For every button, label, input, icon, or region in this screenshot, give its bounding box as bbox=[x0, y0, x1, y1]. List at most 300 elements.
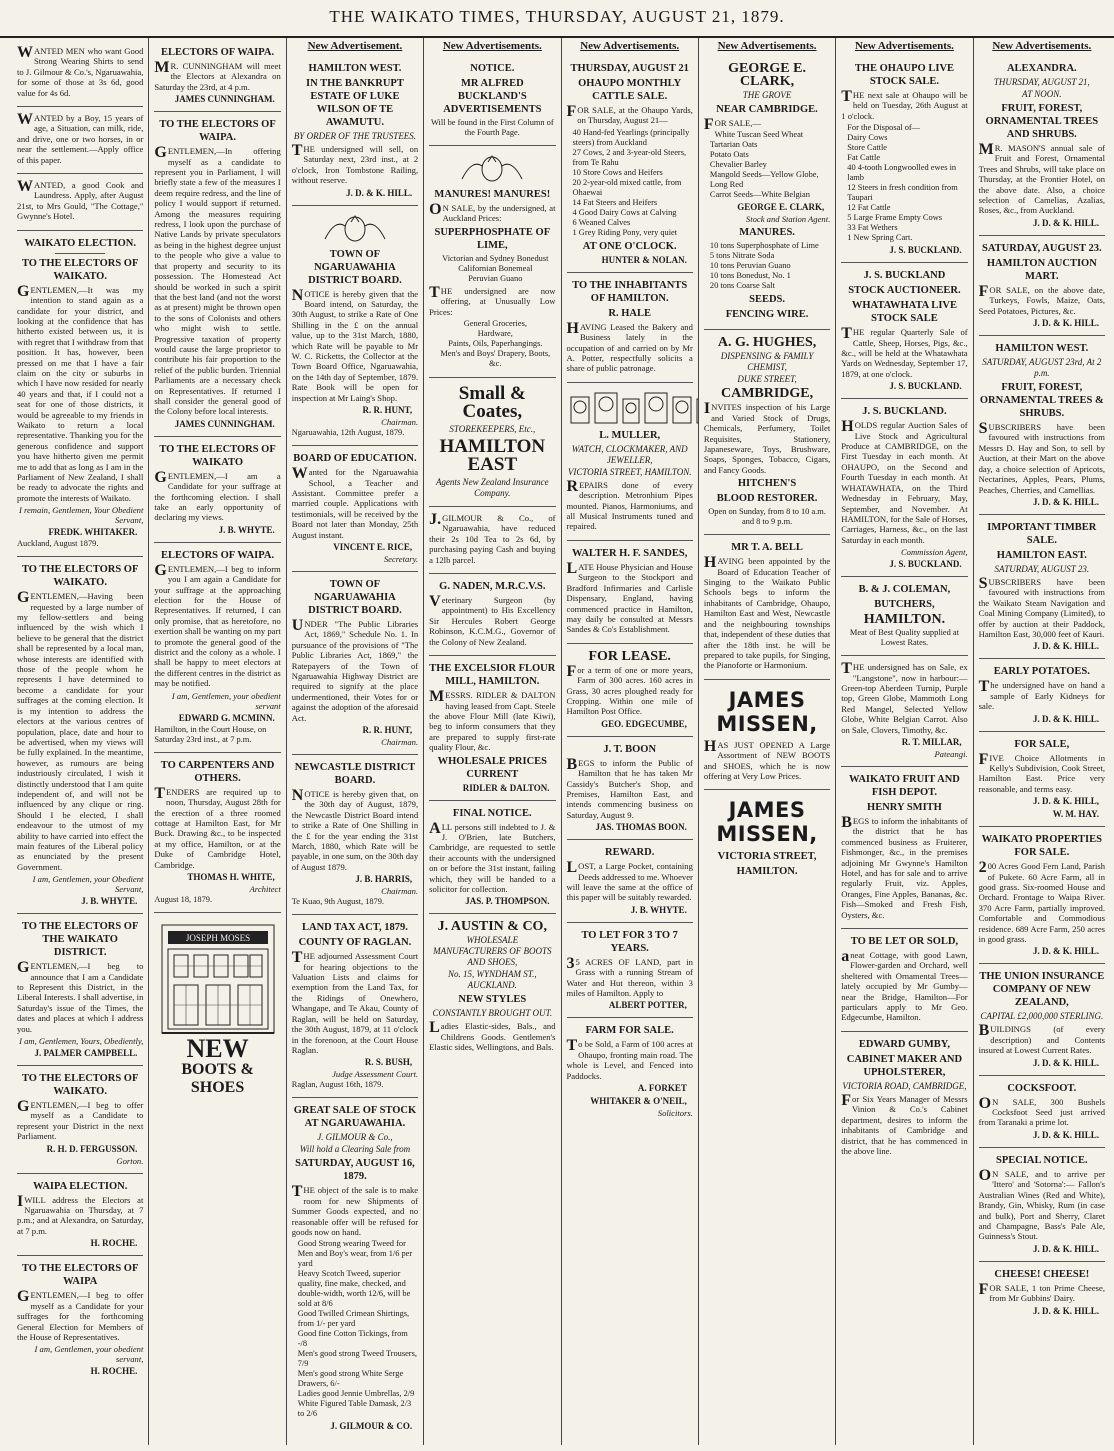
ad-heading: THE OHAUPO LIVE STOCK SALE. bbox=[854, 63, 955, 87]
ad-text: ON SALE, by the undersigned, at Auckland Prices: bbox=[429, 201, 556, 224]
ad-signature: ALBERT POTTER, bbox=[608, 1000, 687, 1011]
ad-heading: COCKSFOOT. bbox=[1007, 1082, 1077, 1094]
ad-hale-bakery bbox=[567, 273, 693, 383]
royal-arms-emblem bbox=[442, 154, 542, 184]
ad-wanted-boy bbox=[17, 107, 143, 174]
ad-text: MR. MASON'S annual sale of Fruit and Forest, Ornamental Trees and Shrubs, will take place on Thursday, at the Frontier Hotel, on the above date. Also, a choice selection of Camelias, Azalias, Roses, &c., from Auckland. bbox=[978, 141, 1105, 216]
ad-text: THE undersigned are now offering, at Unusually Low Prices: bbox=[429, 283, 556, 317]
ad-text: GENTLEMEN,—It was my intention to stand again as a candidate for your district, and looking at the confidence that has hitherto existed between us, it is with regret that I withdraw from that position. It has, however, been pressed on me that I have a fair claim on the city or suburbs in which I have now resided for nearly 40 years and that, if I could not a seat for one of those districts, it would be agreeable to my friends in Waikato to return a local representative. Thanking you for the generous confidence and support you have hitherto given me permit me to add that as long as I am in the Parliament of New Zealand, I shall be ready to advocate the rights and promote the interests of Waikato. bbox=[17, 282, 144, 503]
ad-closing: I am, Gentlemen, your obedient servant, bbox=[34, 1344, 144, 1365]
ad-heading: THURSDAY, AUGUST 21 bbox=[570, 63, 689, 74]
ad-heading: HAMILTON. bbox=[736, 866, 798, 878]
ad-boots-shoes bbox=[154, 913, 280, 1106]
ad-heading: TO BE LET OR SOLD, bbox=[850, 936, 959, 948]
column-heading: New Advertisements. bbox=[580, 40, 680, 52]
ad-signature: J. S. BUCKLAND. bbox=[889, 245, 962, 256]
ad-heading: OHAUPO MONTHLY CATTLE SALE. bbox=[578, 78, 682, 102]
ad-banner: JAMES MISSEN, bbox=[716, 687, 818, 736]
ad-signature: H. ROCHE. bbox=[90, 1366, 138, 1377]
ad-signature: J. D. & K. HILL. bbox=[1032, 713, 1099, 724]
ad-signature: RIDLER & DALTON. bbox=[462, 782, 550, 793]
ad-note: Hamilton, in the Court House, on Saturday 23rd inst., at 7 p.m. bbox=[154, 724, 267, 744]
ad-text: THE adjourned Assessment Court for hearing objections to the Valuation Lists and claims for exemption from the Land Tax, for the Ridings of Onewhero, Whangape, and Te Akau, County of Raglan, will be held on Saturday, the 30th August, 1879, at 11 o'clock in the forenoon, at the Court House Raglan. bbox=[291, 949, 419, 1055]
list-item: Paints, Oils, Paperhangings. bbox=[448, 339, 543, 349]
ad-heading: SATURDAY, AUGUST 23. bbox=[982, 242, 1102, 254]
ad-boon-butcher bbox=[567, 737, 693, 840]
ad-closing: I am, Gentlemen, your obedient servant bbox=[171, 690, 281, 711]
royal-arms-emblem bbox=[305, 214, 405, 244]
stock-list bbox=[847, 123, 967, 243]
list-item: Californian Bonemeal bbox=[458, 263, 533, 273]
ad-heading: CAMBRIDGE, bbox=[720, 386, 814, 402]
list-item: Chevalier Barley bbox=[709, 160, 767, 170]
ad-role: Stock and Station Agent. bbox=[745, 214, 831, 225]
ad-text: MR. CUNNINGHAM will meet the Electors at Alexandra on Saturday the 23rd, at 4 p.m. bbox=[154, 59, 281, 92]
ad-manures bbox=[429, 146, 555, 378]
column-6 bbox=[699, 38, 836, 1445]
ad-subheading: SATURDAY, AUGUST 23. bbox=[994, 563, 1090, 574]
ad-signature: J. D. & K. HILL. bbox=[1032, 318, 1099, 329]
list-item: For the Disposal of— bbox=[847, 123, 921, 133]
ad-heading: TO CARPENTERS AND OTHERS. bbox=[160, 759, 275, 784]
ad-signature: J. D. & K. HILL. bbox=[1032, 641, 1099, 652]
ad-signature: J. S. BUCKLAND. bbox=[889, 559, 962, 570]
ad-reward bbox=[567, 840, 693, 923]
ad-heading: TO THE ELECTORS OF WAIPA. bbox=[159, 119, 276, 144]
ad-text: THE object of the sale is to make room for new Shipments of Summer Goods expected, and no reasonable offer will be refused for goods now on hand. bbox=[291, 1183, 419, 1237]
ad-flour-mill bbox=[429, 656, 555, 800]
ad-heading: WAIPA ELECTION. bbox=[33, 1180, 128, 1192]
ad-heading: TOWN OF NGARUAWAHIA DISTRICT BOARD. bbox=[308, 578, 402, 616]
column-3 bbox=[287, 38, 424, 1445]
ad-mcminn bbox=[154, 543, 280, 753]
seeds-list bbox=[710, 130, 830, 200]
ad-closing: I am, Gentlemen, Yours, Obediently, bbox=[19, 1036, 144, 1047]
ad-text: 200 Acres Good Fern Land, Parish of Pukete. 60 Acre Farm, all in good grass. Six-roomed House and Orchard. Frontage to Waipa River. 370 Acre Farm, partially improved. Comfortable and Commodious residence. 689 Acre Farm, 250 acres in good grass. bbox=[978, 859, 1105, 945]
ad-subheading: Will hold a Clearing Sale from bbox=[299, 1144, 411, 1155]
ad-small-coates bbox=[429, 378, 555, 507]
ad-heading: LAND TAX ACT, 1879. bbox=[301, 922, 408, 934]
ad-text: HAVING Leased the Bakery and Business lately in the occupation of and carried on by Mr A. Potter, respectfully solicits a share of public patronage. bbox=[566, 319, 693, 374]
ad-subheading: VICTORIA ROAD, CAMBRIDGE, bbox=[842, 1080, 967, 1091]
ad-signature: J. GILMOUR & CO. bbox=[330, 1421, 413, 1432]
ad-roche-waipa bbox=[17, 1174, 143, 1257]
list-item: 33 Fat Wethers bbox=[847, 223, 898, 233]
ad-subheading: STOREKEEPERS, Etc., bbox=[449, 424, 536, 435]
ad-signature: J. D. & K. HILL. bbox=[1032, 946, 1099, 957]
ad-text: J.GILMOUR & Co., of Ngaruawahia, have reduced their 2s 10d Tea to 2s 6d, by purchasing paying Cash and buying a 12lb parcel. bbox=[429, 511, 556, 565]
ad-heading: TO THE ELECTORS OF WAIKATO. bbox=[21, 257, 139, 282]
ad-text: 35 ACRES OF LAND, part in Grass with a running Stream of Water and Hut thereon, within 3 miles of Hamilton. Apply to bbox=[566, 954, 693, 999]
ad-signature: R. R. HUNT, bbox=[362, 725, 413, 735]
ad-text: WANTED MEN who want Good Strong Wearing Shirts to send to J. Gilmour & Co.'s, Ngaruawahia, for some of those at 3s 6d, good value for 4s 6d. bbox=[17, 44, 144, 98]
goods-list bbox=[435, 319, 555, 369]
list-item: 4 Good Dairy Cows at Calving bbox=[572, 207, 677, 217]
ad-banner: JAMES MISSEN, bbox=[716, 798, 818, 847]
ad-date: Auckland, August 1879. bbox=[17, 539, 99, 549]
list-item: 12 Steers in fresh condition from Taupari bbox=[847, 183, 958, 203]
ad-land-tax bbox=[292, 915, 418, 1098]
ad-text: THE undersigned has on Sale, ex "Langstone", now in harbour:— Green-top Aberdeen Turnip, Purple top, Green Globe, Mammoth Long Red Mangel, Selected Yellow Globe, White Belgian Carrot. Also on Sale, Clovers, Timothy, &c. bbox=[841, 660, 968, 735]
ad-heading: CHEESE! CHEESE! bbox=[994, 1268, 1090, 1280]
ad-note: Agents New Zealand Insurance Company. bbox=[435, 477, 549, 499]
ad-subheading: WATCH, CLOCKMAKER, AND JEWELLER, bbox=[571, 443, 688, 465]
ad-subheading: AT NOON. bbox=[1022, 89, 1062, 99]
ad-signature: GEORGE E. CLARK, bbox=[737, 202, 825, 213]
ad-text: ON SALE, 300 Bushels Cocksfoot Seed just arrived from Taranaki a prime lot. bbox=[978, 1094, 1105, 1128]
ad-heading: NEAR CAMBRIDGE. bbox=[716, 104, 818, 115]
ad-role: Pateangi. bbox=[934, 748, 968, 759]
ad-text: SUBSCRIBERS have been favoured with instructions from Messrs D. Hay and Son, to sell by Auction, at their Mart on the above day, a choice selection of Apricots, Nectarines, Apples, Pears, Plums, Peaches, Cherries, and Camellias. bbox=[978, 420, 1105, 495]
ad-wanted-shirts bbox=[17, 40, 143, 107]
list-item: Good Strong wearing Tweed for Men and Boy's wear, from 1/6 per yard bbox=[297, 1239, 413, 1269]
ad-heading: GEORGE E. CLARK, bbox=[728, 61, 806, 89]
list-item: Good Twilled Crimean Shirtings, from 1/- per yard bbox=[297, 1309, 410, 1329]
list-item: Peruvian Guano bbox=[468, 273, 523, 283]
column-heading: New Advertisements. bbox=[717, 40, 817, 52]
ad-closing: I am, Gentlemen, your Obedient Servant, bbox=[32, 874, 144, 895]
ad-text: Meat of Best Quality supplied at Lowest Rates. bbox=[849, 628, 959, 648]
ad-text: GENTLEMEN,—I beg to announce that I am a Candidate to Represent this District, in the Liberal Interests. I shall advertise, in Saturday's issue of the Times, the dates and places at which I address you. bbox=[17, 959, 144, 1034]
ad-heading: TOWN OF NGARUAWAHIA DISTRICT BOARD. bbox=[308, 248, 402, 286]
list-item: Tartarian Oats bbox=[709, 140, 758, 150]
ad-cunningham-address bbox=[154, 112, 280, 437]
ad-signature: J. D. & K. HILL, bbox=[1032, 796, 1099, 807]
ad-signature: J. PALMER CAMPBELL. bbox=[34, 1048, 138, 1059]
ad-role: Commission Agent, bbox=[900, 547, 968, 558]
ad-sandes bbox=[567, 541, 693, 644]
ad-closing: I remain, Gentlemen, Your Obedient Servant, bbox=[18, 505, 144, 526]
ad-signature: J. D. & K. HILL. bbox=[1032, 1305, 1099, 1316]
ad-text: TENDERS are required up to noon, Thursday, August 28th for the erection of a three roomed cottage at Hamilton East, for Mr Buck. Drawing &c., to be inspected at my office, Hamilton, or at the Duke of Cambridge Hotel, Cambridge. bbox=[154, 784, 281, 870]
ad-text: REPAIRS done of every description. Metronhium Pipes mounted. Pianos, Harmoniums, and all Musical Instruments tuned and repaired. bbox=[566, 477, 693, 532]
list-item: Victorian and Sydney Bonedust bbox=[442, 253, 549, 263]
ad-text: ALL persons still indebted to J. & J. O'Brien, late Butchers, Cambridge, are requested to settle their accounts with the undersigned on or before the 31st instant, failing which, they will be handed to a solicitor for collection. bbox=[429, 819, 556, 894]
ad-roche-electors bbox=[17, 1256, 143, 1383]
ad-text: The undersigned have on hand a sample of Early Kidneys for sale. bbox=[978, 678, 1105, 712]
goods-list bbox=[298, 1239, 418, 1419]
list-item: Potato Oats bbox=[709, 150, 749, 160]
ad-signature: FREDK. WHITAKER. bbox=[48, 527, 138, 538]
ad-signature: R. T. MILLAR, bbox=[901, 736, 962, 747]
ad-buckland-sales bbox=[841, 399, 967, 577]
ad-signature: R. S. BUSH, bbox=[364, 1057, 413, 1068]
ad-heading: THE UNION INSURANCE COMPANY OF NEW ZEALAND, bbox=[979, 971, 1105, 1009]
ad-heading: TO THE ELECTORS OF WAIPA bbox=[21, 1263, 139, 1288]
ad-missen-boots bbox=[704, 680, 830, 791]
ad-heading: NOTICE. bbox=[470, 63, 515, 74]
ad-heading: COUNTY OF RAGLAN. bbox=[298, 937, 412, 949]
list-item: 5 Large Frame Empty Cows bbox=[847, 213, 942, 223]
ad-signature: HUNTER & NOLAN. bbox=[601, 254, 687, 265]
ad-bell-singing bbox=[704, 535, 830, 679]
ad-banner: Small & Coates, bbox=[458, 383, 526, 423]
ad-timber-sale bbox=[979, 515, 1105, 659]
column-heading: New Advertisement. bbox=[307, 40, 403, 52]
ad-heading: ELECTORS OF WAIPA. bbox=[161, 47, 275, 58]
ad-subheading: CONSTANTLY BROUGHT OUT. bbox=[432, 1008, 553, 1019]
ad-heading: TO THE ELECTORS OF THE WAIKATO DISTRICT. bbox=[21, 921, 139, 959]
ad-heading: FENCING WIRE. bbox=[725, 309, 809, 321]
manures-list bbox=[710, 241, 830, 291]
column-7 bbox=[836, 38, 973, 1445]
ad-hamilton-west-trees bbox=[979, 336, 1105, 515]
ad-text: To be Sold, a Farm of 100 acres at Ohaupo, fronting main road. The whole is Level, and Fenced into Paddocks. bbox=[566, 1037, 693, 1081]
ad-text: For a term of one or more years, Farm of 300 acres. 160 acres in Grass, 30 acres ploughed ready for Cropping. Within one mile of Hamilton Post Office. bbox=[566, 662, 693, 717]
ad-heading: IMPORTANT TIMBER SALE. bbox=[987, 521, 1097, 546]
ad-heading: A. G. HUGHES, bbox=[717, 335, 817, 351]
ad-signature: J. D. & K. HILL. bbox=[1032, 1243, 1099, 1254]
ad-subheading: THE GROVE bbox=[742, 90, 792, 100]
shop-building-engraving bbox=[158, 921, 278, 1036]
list-item: General Groceries, bbox=[463, 319, 527, 329]
ad-note: Open on Sunday, from 8 to 10 a.m. and 8 to 9 p.m. bbox=[708, 507, 826, 527]
ad-text: ON SALE, and to arrive per 'Ittero' and 'Sotorna':— Fallon's Australian Wines (Red and White), Brandy, Gin, Whisky, Rum (in case and bulk), Port and Sherry, Claret and Champagne, Bass's Pale Ale, Guinness's Stout. bbox=[978, 1166, 1105, 1242]
ad-text: GENTLEMEN,—I am a Candidate for your suffrage at the forthcoming election. I shall take an early opportunity of declaring my views. bbox=[154, 468, 281, 523]
ad-text: FOR SALE, at the Ohaupo Yards, on Thursday, August 21— bbox=[566, 103, 693, 126]
ad-waikato-properties bbox=[979, 827, 1105, 964]
ad-text: SUBSCRIBERS have been favoured with instructions from the Waikato Steam Navigation and Coal Mining Company (Limited), to offer by auction at their Paddock, Hamilton East, 30,000 feet of Kauri. bbox=[978, 574, 1105, 639]
ad-text: LOST, a Large Pocket, containing Deeds addressed to me. Whoever will leave the same at the office of this paper will be suitably rewarded. bbox=[566, 859, 693, 903]
ad-subheading: BY ORDER OF THE TRUSTEES. bbox=[293, 131, 417, 141]
ad-heading: HITCHEN'S bbox=[737, 478, 797, 490]
ad-text: GENTLEMEN,—I beg to offer myself as a Candidate for your suffrages for the forthcoming General Election for Members of the House of Representatives. bbox=[17, 1288, 144, 1342]
ad-heading: ELECTORS OF WAIPA. bbox=[161, 549, 275, 561]
ad-fergusson bbox=[17, 1066, 143, 1174]
ad-to-let bbox=[567, 923, 693, 1019]
ad-signature: JAMES CUNNINGHAM. bbox=[174, 94, 275, 105]
ad-signature: WHITAKER & O'NEIL, bbox=[590, 1096, 687, 1107]
ad-heading: CABINET MAKER AND UPHOLSTERER, bbox=[846, 1053, 963, 1078]
ad-date: Ngaruawahia, 12th August, 1879. bbox=[291, 428, 405, 438]
ad-subheading: DUKE STREET, bbox=[737, 374, 797, 385]
ad-heading: L. MULLER, bbox=[599, 429, 661, 441]
ad-text: MESSRS. RIDLER & DALTON having leased from Capt. Steele the above Flour Mill (late Kiwi), beg to inform consumers that they are prepared to supply first-rate quality Flour, &c. bbox=[429, 688, 556, 753]
ad-heading: FRUIT, FOREST, ORNAMENTAL TREES & SHRUBS. bbox=[979, 382, 1104, 420]
ad-heading: NEWCASTLE DISTRICT BOARD. bbox=[294, 762, 416, 786]
ad-clark bbox=[704, 56, 830, 330]
ad-naden bbox=[429, 574, 555, 656]
ad-heading: MANURES. bbox=[739, 227, 795, 239]
list-item: 10 Store Cows and Heifers bbox=[572, 167, 663, 177]
ad-signature: VINCENT E. RICE, bbox=[333, 541, 413, 552]
ad-signature: J. D. & K. HILL. bbox=[1032, 217, 1099, 228]
ad-signature: EDWARD G. MCMINN. bbox=[178, 712, 275, 723]
ad-signature: R. R. HUNT, bbox=[362, 405, 413, 416]
list-item: 20 tons Coarse Salt bbox=[709, 281, 775, 291]
ad-board-education bbox=[292, 446, 418, 572]
ad-signature: JAS. THOMAS BOON. bbox=[595, 822, 687, 833]
ad-subheading: CAPITAL £2,000,000 STERLING. bbox=[980, 1011, 1104, 1022]
ad-signature: J. D. & K. HILL. bbox=[1032, 1129, 1099, 1140]
list-item: 20 2-year-old mixed cattle, from Ohaewai bbox=[572, 177, 682, 197]
ad-signature: J. S. BUCKLAND. bbox=[889, 381, 962, 392]
ad-role: Chairman. bbox=[381, 886, 419, 897]
ad-text: IWILL address the Electors at Ngaruawahia on Thursday, at 7 p.m.; and at Alexandra, on Saturday, at 7 p.m. bbox=[17, 1192, 144, 1236]
ad-signature: J. B. HARRIS, bbox=[355, 874, 413, 885]
ad-heading: WAIKATO FRUIT AND FISH DEPOT. bbox=[849, 773, 960, 798]
ad-text: HAS JUST OPENED A Large Assortment of NEW BOOTS and SHOES, which he is now offering at Very Low Prices. bbox=[703, 737, 831, 781]
column-5 bbox=[562, 38, 699, 1445]
ad-heading: WAIKATO ELECTION. bbox=[24, 237, 136, 249]
list-item: 1 Grey Riding Pony, very quiet bbox=[572, 227, 678, 237]
ad-heading: TO THE ELECTORS OF WAIKATO. bbox=[21, 1073, 139, 1098]
ad-signature: H. ROCHE. bbox=[90, 1238, 138, 1249]
ad-heading: STOCK AUCTIONEER. bbox=[848, 285, 961, 297]
clocks-engraving bbox=[567, 391, 699, 425]
list-item: 40 4-tooth Longwoolled ewes in lamb bbox=[847, 163, 957, 183]
ad-heading: MR ALFRED BUCKLAND'S ADVERTISEMENTS bbox=[443, 78, 542, 115]
ad-text: UNDER "The Public Libraries Act, 1869," Schedule No. 1. In pursuance of the provisions of "The Public Libraries Act, 1869," the Ratepayers of the Town of Ngaruawahia Highway District are required to signify at the place undermentioned, their Votes for or against the adoption of the aforesaid Act. bbox=[291, 616, 419, 723]
ad-fruit-fish-depot bbox=[841, 767, 967, 929]
ad-role: Architect bbox=[249, 883, 281, 894]
list-item: Carrot Seeds—White Belgian bbox=[709, 190, 810, 200]
ad-gilmour-tea bbox=[429, 507, 555, 574]
list-item: Mangold Seeds—Yellow Globe, Long Red bbox=[709, 170, 819, 190]
list-item: 40 Hand-fed Yearlings (principally steers) from Auckland bbox=[572, 127, 690, 147]
ad-text: GENTLEMEN,—In offering myself as a candidate to represent you in Parliament, I will briefly state a few of the measures I deem require redress, and the line of policy I would support if returned. Among the measures requiring redress, I look upon the purchase of Native Lands by private speculators as being in the highest degree unjust to the people who give a value to that property and security to its possession. The Homestead Act should be worked in such a spirit that the best land (and not the worst as at present) might be thrown open to the sons of Colonists and others who might wish to settle. Progressive taxation of property would cause the large proprietor to contribute his fair proportion to the relief of the public burden. Triennial Parliaments are a necessary check on Representatives. If returned I shall consider the general good of the Colony before local interests. bbox=[154, 144, 281, 417]
ad-heading: TO THE INHABITANTS OF HAMILTON. bbox=[572, 279, 688, 304]
ad-text: WANTED by a Boy, 15 years of age, a Situation, can milk, ride, and drive, one or two horses, in or near the settlement.—Apply office of this paper. bbox=[17, 111, 144, 165]
ad-ohaupo-livestock bbox=[841, 56, 967, 263]
ad-banner: NEW bbox=[186, 1033, 249, 1063]
ad-heading: FOR LEASE. bbox=[588, 648, 671, 664]
ad-text: FIVE Choice Allotments in Kelly's Subdivision, Cook Street, Hamilton East. Price very reasonable, and terms easy. bbox=[978, 750, 1105, 794]
ad-cunningham-meeting bbox=[154, 40, 280, 112]
ad-subheading: DISPENSING & FAMILY CHEMIST, bbox=[720, 351, 814, 373]
ad-heading: NEW STYLES bbox=[458, 994, 527, 1006]
ad-heading: B. & J. COLEMAN, bbox=[858, 584, 951, 596]
ad-text: Veterinary Surgeon (by appointment) to His Excellency Sir Hercules Robert George Robinson, K.C.M.G., Governor of the Colony of New Zealand. bbox=[429, 593, 556, 647]
ad-farm-for-sale bbox=[567, 1018, 693, 1125]
ad-allotments bbox=[979, 732, 1105, 828]
ad-banner: HAMILTON EAST bbox=[439, 436, 546, 476]
ad-heading: SEEDS. bbox=[749, 294, 786, 306]
ad-heading: WALTER H. F. SANDES, bbox=[572, 547, 688, 559]
ad-signature: JAMES CUNNINGHAM. bbox=[174, 418, 275, 429]
ad-subheading: THURSDAY, AUGUST 21, bbox=[993, 77, 1090, 87]
ad-for-lease bbox=[567, 644, 693, 737]
ad-heading: SPECIAL NOTICE. bbox=[996, 1154, 1088, 1166]
ad-early-potatoes bbox=[979, 659, 1105, 731]
column-heading: New Advertisements. bbox=[854, 40, 954, 52]
column-heading: New Advertisements. bbox=[992, 40, 1092, 52]
ad-place: Gorton. bbox=[116, 1155, 144, 1166]
ad-whitaker bbox=[17, 231, 143, 558]
list-item: Store Cattle bbox=[847, 143, 888, 153]
ad-heading: G. NADEN, M.R.C.V.S. bbox=[439, 581, 546, 593]
ad-union-insurance bbox=[979, 964, 1105, 1075]
divider bbox=[55, 253, 106, 254]
ad-heading: WAIKATO PROPERTIES FOR SALE. bbox=[981, 834, 1102, 859]
ad-heading: THE EXCELSIOR FLOUR MILL, HAMILTON. bbox=[429, 663, 556, 688]
ad-signature: R. H. D. FERGUSSON. bbox=[46, 1143, 138, 1154]
ad-heading: HENRY SMITH bbox=[867, 801, 942, 813]
ad-heading: EDWARD GUMBY, bbox=[858, 1038, 951, 1050]
list-item: 5 tons Nitrate Soda bbox=[709, 251, 775, 261]
stock-list bbox=[573, 128, 693, 238]
ad-heading: TO THE ELECTORS OF WAIKATO bbox=[159, 443, 276, 468]
ad-text: NOTICE is hereby given that, on the 30th day of August, 1879, the Newcastle District Board intend to strike a Rate of One Shilling in the £ for the year ending the 31st March, 1880, which Rate will be payable, in one sum, on the 30th day of August 1879. bbox=[291, 787, 419, 872]
ad-date: Raglan, August 16th, 1879. bbox=[291, 1080, 384, 1090]
ad-text: THE undersigned will sell, on Saturday next, 23rd inst., at 2 o'clock, Iron Tombstone Railing, without reserve. bbox=[291, 142, 419, 186]
ad-date: Te Kuao, 9th August, 1879. bbox=[291, 897, 384, 907]
ad-heading: MANURES! MANURES! bbox=[434, 189, 551, 200]
ad-text: GENTLEMEN,—I beg to offer myself as a Candidate to represent your District in the next Parliament. bbox=[17, 1098, 144, 1142]
ad-heading: WHOLESALE PRICES CURRENT bbox=[437, 755, 548, 780]
list-item: Ladies good Jennie Umbrellas, 2/9 bbox=[297, 1389, 415, 1399]
ad-special-notice bbox=[979, 1148, 1105, 1262]
ad-heading: ALEXANDRA. bbox=[1006, 63, 1077, 74]
ad-great-sale bbox=[292, 1098, 418, 1438]
ad-heading: BUTCHERS, bbox=[874, 599, 935, 611]
ad-missen-address bbox=[704, 790, 830, 886]
list-item: 12 Fat Cattle bbox=[847, 203, 891, 213]
column-1 bbox=[12, 38, 149, 1445]
ad-subheading: WHOLESALE MANUFACTURERS OF BOOTS AND SHOES, bbox=[433, 935, 552, 968]
list-item: Heavy Scotch Tweed, superior quality, fine make, checked, and double-width, worth 12/6, will be sold at 8/6 bbox=[297, 1269, 411, 1309]
ad-text: HOLDS regular Auction Sales of Live Stock and Agricultural Produce at CAMBRIDGE, on the First Tuesday in each month. At OHAUPO, on the Second and Fourth Tuesday in each month. At WHATAWHATA, on the Third Wednesday in February, May, September, and November. At HAMILTON, for the Sale of Horses, Carriages, Harness, &c., on the last Saturday in each month. bbox=[841, 418, 968, 545]
list-item: Hardware, bbox=[477, 329, 513, 339]
ad-heading: HAMILTON WEST. bbox=[995, 343, 1089, 355]
shop-sign-text: JOSEPH MOSES bbox=[185, 932, 250, 943]
list-item: 10 tons Bonedust, No. 1 bbox=[709, 271, 791, 281]
list-item: Fat Cattle bbox=[847, 153, 881, 163]
ad-alexandra-trees bbox=[979, 56, 1105, 236]
ad-heading: HAMILTON WEST. bbox=[308, 63, 402, 74]
ad-cocksfoot bbox=[979, 1076, 1105, 1148]
ad-heading: GREAT SALE OF STOCK AT NGARUAWAHIA. bbox=[293, 1105, 417, 1130]
ad-signature: A. FORKET bbox=[637, 1083, 687, 1094]
ad-banner: BOOTS & SHOES bbox=[181, 1060, 254, 1096]
ad-signature: JAS. P. THOMPSON. bbox=[465, 896, 550, 907]
ad-text: INVITES inspection of his Large and Varied Stock of Drugs, Chemicals, Perfumery, Toilet Requisites, Stationery, Japaneseware, Toys, Brushware, Soaps, Sponges, Tobacco, Cigars, and Fancy Goods. bbox=[703, 400, 831, 475]
ad-heading: FARM FOR SALE. bbox=[585, 1025, 674, 1037]
ad-heading: MR T. A. BELL bbox=[731, 542, 803, 554]
ad-heading: HAMILTON. bbox=[863, 612, 946, 628]
list-item: Good fine Cotton Tickings, from -/8 bbox=[297, 1329, 408, 1349]
ad-whyte bbox=[17, 557, 143, 914]
ad-ohaupo-cattle bbox=[567, 56, 693, 273]
ad-text: BEGS to inform the inhabitants of the district that he has commenced business as Fruiterer, Fishmonger, &c., in the premises adjoining Mr Gwynne's Hamilton Hotel, and has for sale and to arrive regularly Fruit, viz. Apples, Oranges, Fine Apples, Bananas, &c. Fish—Smoked and Fresh Fish, Oysters, &c. bbox=[841, 813, 968, 920]
ad-subheading: SATURDAY, AUGUST 23rd, At 2 p.m. bbox=[982, 357, 1102, 379]
ad-role: Chairman. bbox=[381, 417, 419, 428]
ad-text: FOR SALE, on the above date, Turkeys, Fowls, Maize, Oats, Seed Potatoes, Pictures, &c. bbox=[978, 282, 1105, 316]
ad-bankrupt-estate bbox=[292, 56, 418, 206]
list-item: 1 New Spring Cart. bbox=[847, 233, 913, 243]
ad-campbell bbox=[17, 914, 143, 1066]
ad-signature: J. B. WHYTE. bbox=[81, 896, 138, 907]
ad-text: FOR SALE, 1 ton Prime Cheese, from Mr Gubbins' Dairy. bbox=[978, 1280, 1105, 1304]
ad-text: BEGS to inform the Public of Hamilton that he has taken Mr Cassidy's Butcher's Shop, and Premises, Hamilton East, and intends commencing business on Saturday, August 9. bbox=[566, 755, 693, 820]
ad-text: HAVING been appointed by the Board of Education Teacher of Singing to the Waikato Public Schools begs to inform the inhabitants of Cambridge, Ohaupo, Hamilton East and West, Newcastle and the neighbouring townships that, independent of these duties that after the 18th inst. he will be prepared to take pupils, for Singing, the Pianoforte or Harmonium. bbox=[703, 554, 831, 671]
ad-heading: R. HALE bbox=[608, 307, 651, 319]
ad-text: aneat Cottage, with good Lawn, Flower-garden and Orchard, well sheltered with Ornamental Trees—lately occupied by Mr Gumby—near the Bridge, Hamilton—For particulars apply to Mr Geo. Edgecumbe, Hamilton. bbox=[841, 948, 968, 1023]
ad-signature: J. B. WHYTE. bbox=[218, 524, 275, 535]
ad-signature: W. M. HAY. bbox=[1052, 809, 1099, 820]
ad-heading: HAMILTON EAST. bbox=[996, 549, 1087, 561]
ad-auction-mart bbox=[979, 236, 1105, 336]
column-4 bbox=[424, 38, 561, 1445]
ad-heading: WHATAWHATA LIVE STOCK SALE bbox=[851, 300, 957, 325]
ad-heading: J. S. BUCKLAND bbox=[863, 270, 946, 282]
ad-heading: SUPERPHOSPHATE OF LIME, bbox=[434, 226, 551, 251]
list-item: White Tuscan Seed Wheat bbox=[714, 130, 804, 140]
list-item: Men's good strong White Serge Drawers, 6/- bbox=[297, 1369, 404, 1389]
list-item: White Figured Table Damask, 2/3 to 2/6 bbox=[297, 1399, 412, 1419]
ad-hughes-chemist bbox=[704, 330, 830, 535]
ad-ngaruawahia-rate bbox=[292, 206, 418, 446]
